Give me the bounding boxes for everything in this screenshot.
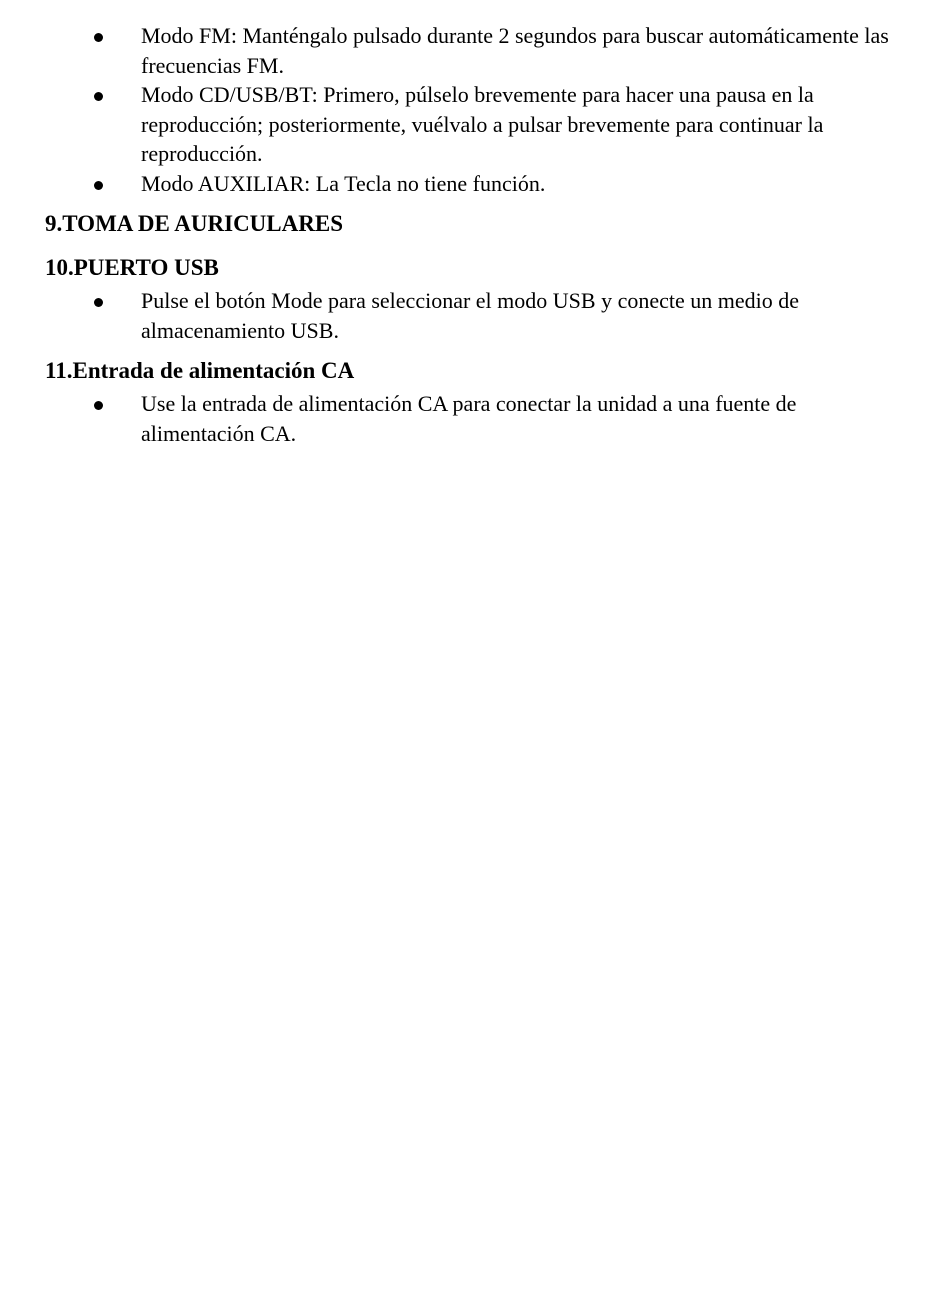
top-bullet-list [0, 21, 950, 198]
bullet-icon [94, 298, 103, 307]
usb-port-bullet-list [0, 286, 950, 345]
list-item-fm-mode [0, 21, 950, 80]
section-heading-usb-port: 10.PUERTO USB [45, 255, 219, 280]
list-item-aux-mode [0, 169, 950, 199]
list-item-cd-usb-bt-mode [0, 80, 950, 169]
section-heading-headphone-jack: 9.TOMA DE AURICULARES [45, 211, 343, 236]
list-item-text: Pulse el botón Mode para seleccionar el modo USB y conecte un medio de almacenamiento USB. [141, 288, 799, 343]
bullet-icon [94, 33, 103, 42]
list-item-text: Modo CD/USB/BT: Primero, púlselo brevemente para hacer una pausa en la reproducción; posteriormente, vuélvalo a pulsar brevemente para continuar la reproducción. [141, 82, 824, 166]
ac-power-bullet-list [0, 389, 950, 448]
list-item-text: Modo FM: Manténgalo pulsado durante 2 segundos para buscar automáticamente las frecuencias FM. [141, 23, 889, 78]
bullet-icon [94, 401, 103, 410]
bullet-icon [94, 92, 103, 101]
list-item-text: Modo AUXILIAR: La Tecla no tiene función. [141, 170, 546, 196]
bullet-icon [94, 181, 103, 190]
section-heading-ac-power-input: 11.Entrada de alimentación CA [45, 358, 355, 383]
list-item-text: Use la entrada de alimentación CA para conectar la unidad a una fuente de alimentación CA. [141, 391, 797, 446]
list-item-usb-instructions [0, 286, 950, 345]
list-item-ac-power-instructions [0, 389, 950, 448]
